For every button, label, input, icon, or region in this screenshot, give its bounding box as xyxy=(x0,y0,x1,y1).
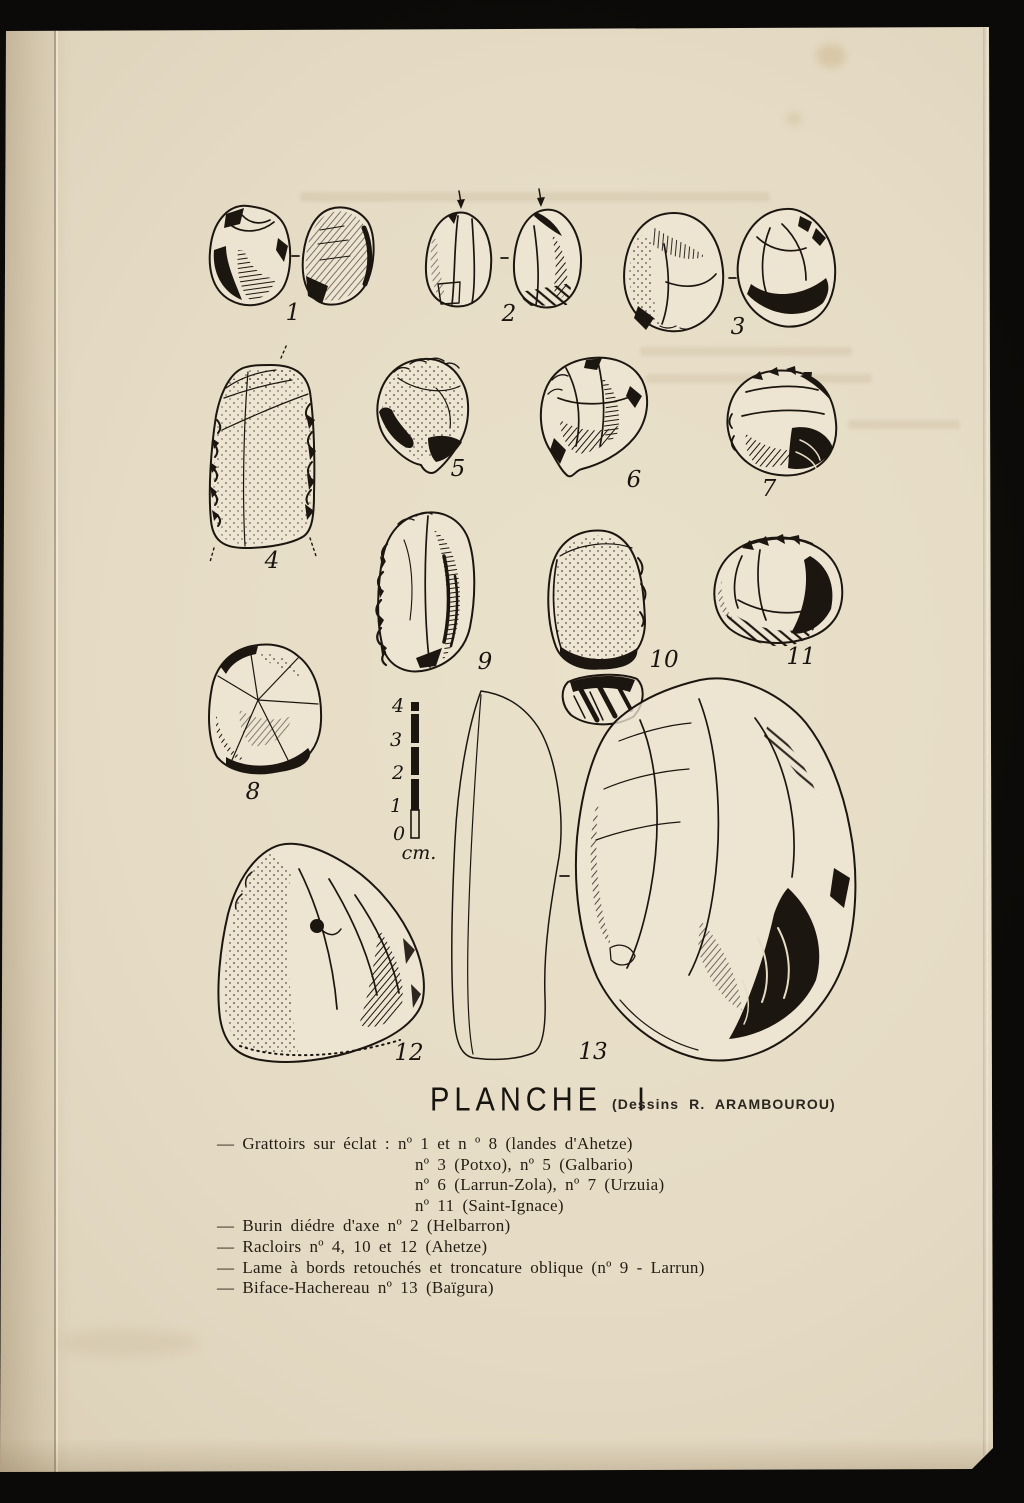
figure-12-label: 12 xyxy=(394,1040,424,1066)
caption-line: — Biface-Hachereau nº 13 (Baïgura) xyxy=(217,1278,494,1298)
plate-caption xyxy=(217,1134,857,1299)
caption-line: — Lame à bords retouchés et troncature oblique (nº 9 - Larrun) xyxy=(217,1257,705,1277)
caption-line: — Burin diédre d'axe nº 2 (Helbarron) xyxy=(217,1216,511,1236)
figure-9-label: 9 xyxy=(477,649,493,675)
figure-7-label: 7 xyxy=(761,476,777,502)
scale-tick-2: 2 xyxy=(391,762,405,784)
scale-tick-3: 3 xyxy=(389,729,403,751)
figure-2-label: 2 xyxy=(501,301,517,327)
figure-8-drawing xyxy=(209,645,321,805)
scale-tick-1: 1 xyxy=(389,795,403,817)
figure-12-drawing xyxy=(218,844,423,1066)
plate-credit: (Dessins R. ARAMBOUROU) xyxy=(612,1096,836,1112)
figure-2-drawing xyxy=(426,189,581,327)
scale-bar xyxy=(390,695,436,864)
figure-1-drawing xyxy=(210,206,374,326)
figure-13-drawing xyxy=(576,678,856,1065)
scale-tick-0: 0 xyxy=(392,823,406,845)
plate-title: PLANCHE I xyxy=(430,1082,651,1119)
figure-7-drawing xyxy=(727,366,836,502)
caption-line: nº 3 (Potxo), nº 5 (Galbario) xyxy=(415,1154,634,1174)
figure-8-label: 8 xyxy=(245,779,261,805)
figure-11-drawing xyxy=(714,534,842,670)
direction-arrow-icon xyxy=(457,189,545,209)
figure-5-drawing xyxy=(377,358,468,482)
figure-6-drawing xyxy=(541,358,647,493)
figure-9-drawing xyxy=(376,512,492,675)
figure-13-label: 13 xyxy=(578,1039,608,1065)
scale-tick-4: 4 xyxy=(391,695,405,717)
figure-3-label: 3 xyxy=(730,314,746,340)
caption-line: nº 11 (Saint-Ignace) xyxy=(415,1195,564,1215)
figure-1-label: 1 xyxy=(285,300,301,326)
caption-line: — Grattoirs sur éclat : nº 1 et n º 8 (landes d'Ahetze) xyxy=(217,1134,633,1153)
caption-line: nº 6 (Larrun-Zola), nº 7 (Urzuia) xyxy=(415,1175,665,1195)
figure-11-label: 11 xyxy=(786,644,816,670)
scale-unit-label: cm. xyxy=(401,842,437,864)
figure-10-label: 10 xyxy=(649,647,679,673)
figure-4-label: 4 xyxy=(264,548,280,574)
figure-6-label: 6 xyxy=(626,467,642,493)
figure-5-label: 5 xyxy=(450,456,466,482)
figure-4-drawing xyxy=(210,344,316,574)
caption-line: — Racloirs nº 4, 10 et 12 (Ahetze) xyxy=(217,1236,488,1256)
figure-3-drawing xyxy=(624,209,835,340)
figure-13-profile-drawing xyxy=(452,691,569,1059)
